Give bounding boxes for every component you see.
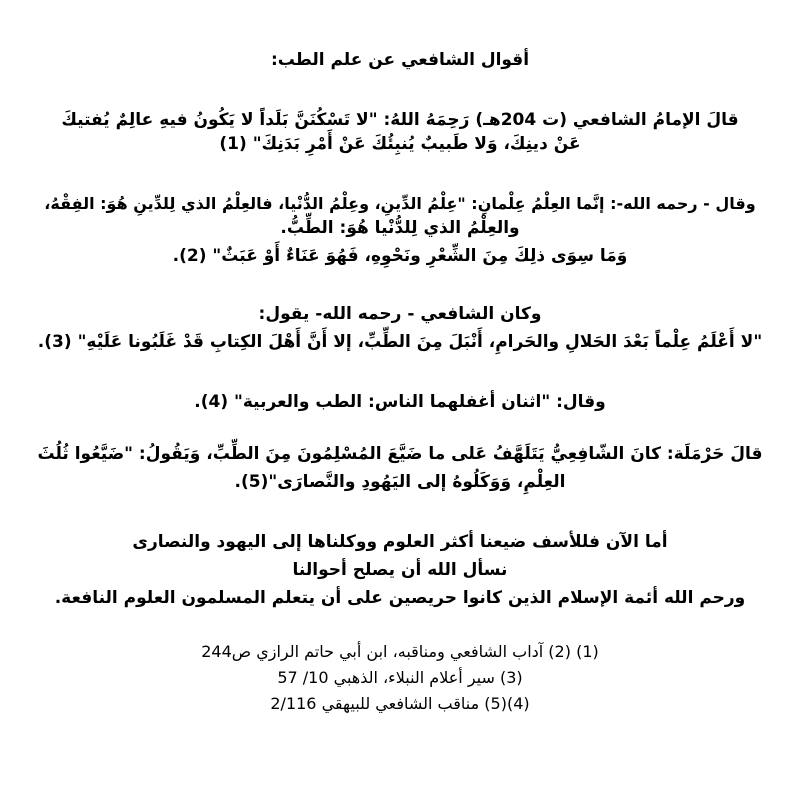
paragraph-3-line-1: وكان الشافعي - رحمه الله- يقول: [258,304,542,324]
paragraph-6-line-3: ورحم الله أئمة الإسلام الذين كانوا حريصين على أن يتعلم المسلمون العلوم النافعة. [54,588,746,608]
paragraph-1-line-1: قالَ الإمامُ الشافعي (ت 204هـ) رَحِمَهُ اللهُ: "لا تَسْكُنَنَّ بَلَداً لا يَكُونُ فيهِ عالِمٌ يُفتيكَ [61,110,739,130]
paragraph-5-line-1: قالَ حَرْمَلَة: كانَ الشّافِعِيُّ يَتَلَهَّفُ عَلى ما ضَيَّعَ المُسْلِمُونَ مِنَ الطِّبِّ، وَيَقُولُ: "ضَيَّعُوا ثُلُثَ [37,444,763,464]
document-title: أقوال الشافعي عن علم الطب: [270,50,530,70]
paragraph-6-line-2: نسأل الله أن يصلح أحوالنا [292,560,508,580]
paragraph-2-line-3: وَمَا سِوَى ذلِكَ مِنَ الشِّعْرِ ونَحْوِهِ، فَهُوَ عَنَاءٌ أَوْ عَبَثٌ" (2). [172,246,628,266]
paragraph-2-line-2: والعِلْمُ الذي لِلدُّنْيا هُوَ: الطِّبُّ. [280,218,520,238]
footnote-1: (1) (2) آداب الشافعي ومناقبه، ابن أبي حاتم الرازي ص244 [201,642,599,661]
footnote-3: (4)(5) مناقب الشافعي للبيهقي 2/116 [270,694,530,713]
paragraph-5-line-2: العِلْمِ، وَوَكَلُوهُ إلى اليَهُودِ والنَّصارَى"(5). [234,472,566,492]
footnote-2: (3) سير أعلام النبلاء، الذهبي 10/ 57 [277,668,523,687]
paragraph-2-line-1: وقال - رحمه الله-: إنَّما العِلْمُ عِلْمانِ: "عِلْمُ الدِّينِ، وعِلْمُ الدُّنْيا، فالعِلْمُ الذي لِلدِّينِ هُوَ: الفِقْهُ، [44,194,756,213]
paragraph-1-line-2: عَنْ دينِكَ، وَلا طَبيبٌ يُنبِئُكَ عَنْ أَمْرِ بَدَنِكَ" (1) [219,134,581,154]
paragraph-4-line-1: وقال: "اثنان أغفلهما الناس: الطب والعربية" (4). [194,392,606,412]
paragraph-3-line-2: "لا أَعْلَمُ عِلْماً بَعْدَ الحَلالِ والحَرامِ، أَنْبَلَ مِنَ الطِّبِّ، إلا أَنَّ أَهْلَ الكِتابِ قَدْ غَلَبُونا عَلَيْهِ" (3). [37,332,763,352]
paragraph-6-line-1: أما الآن فللأسف ضيعنا أكثر العلوم ووكلناها إلى اليهود والنصارى [132,532,668,552]
